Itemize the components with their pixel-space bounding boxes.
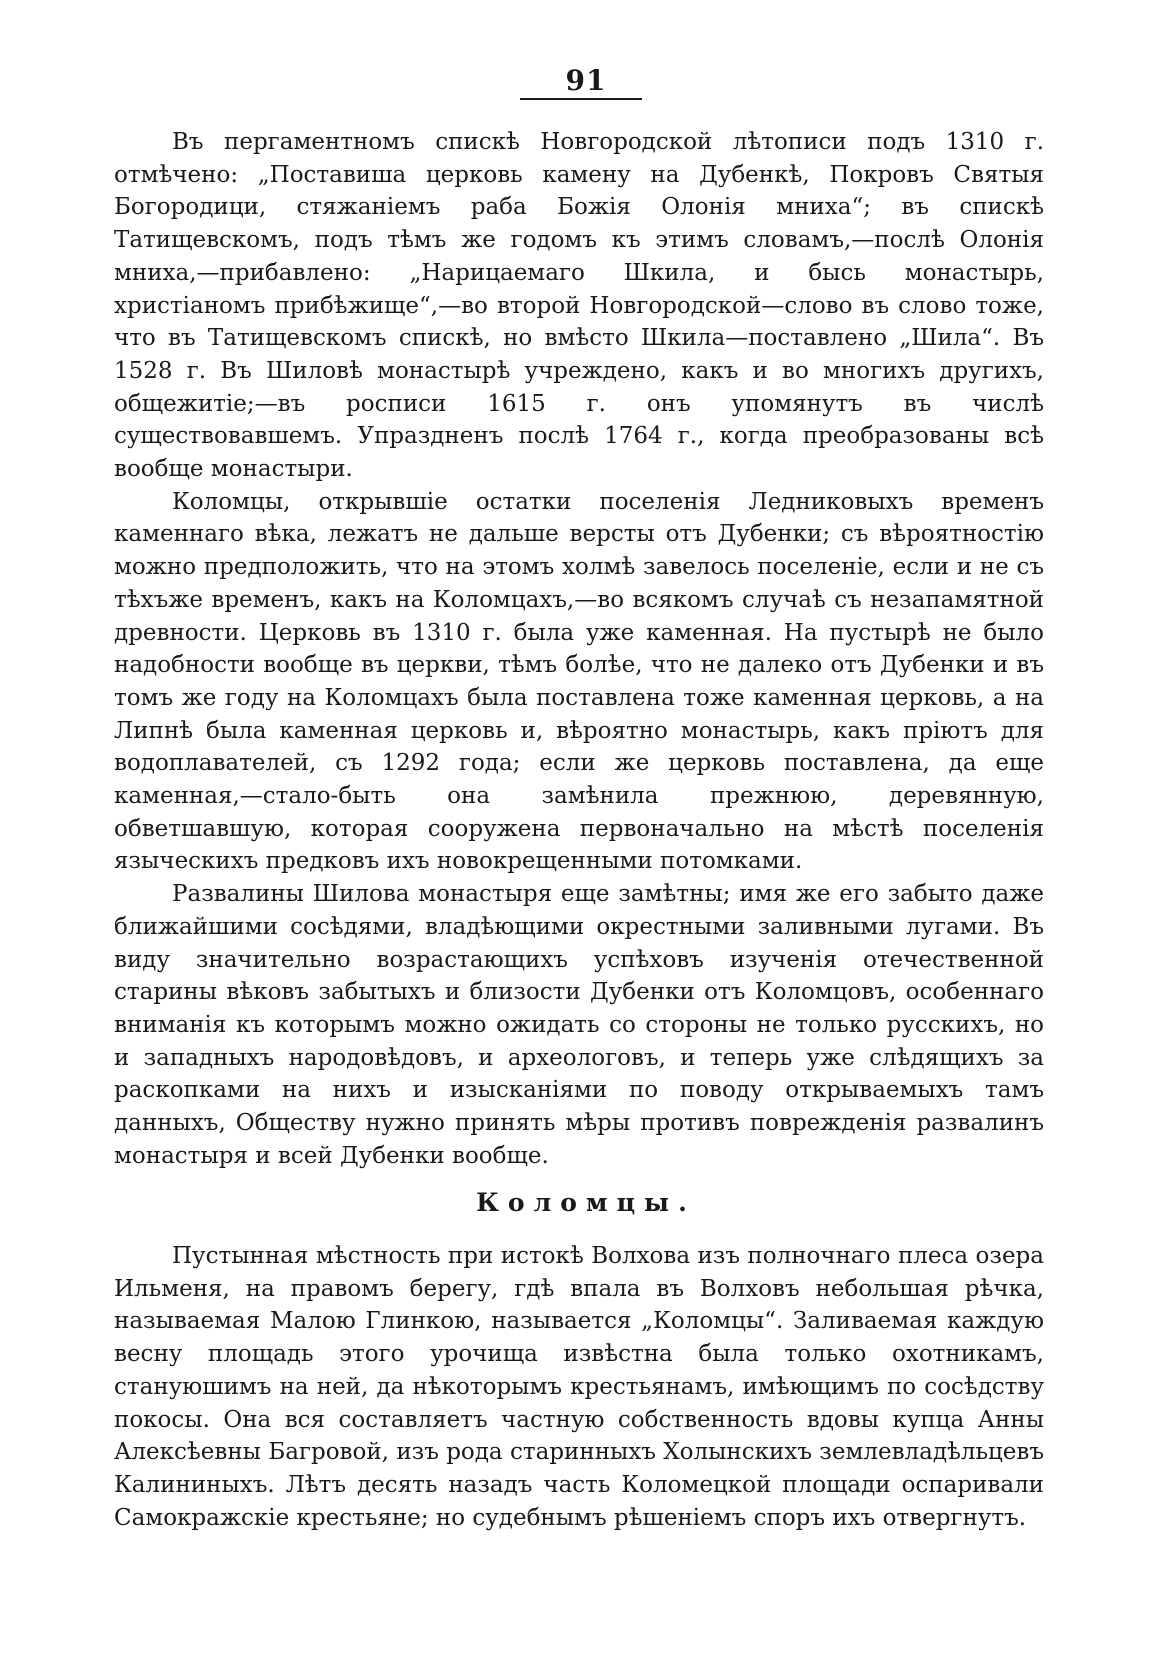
page-number: 91 [565, 64, 607, 97]
paragraph: Пустынная мѣстность при истокѣ Волхова изъ полночнаго плеса озера Ильменя, на правомъ берегу, гдѣ впала въ Волховъ небольшая рѣчка, называемая Малою Глинкою, называется „Коломцы“. Заливаемая каждую весну площадь этого урочища извѣстна была только охотникамъ, стануюшимъ на ней, да нѣкоторымъ крестьянамъ, имѣющимъ по сосѣдству покосы. Она вся составляетъ частную собственность вдовы купца Анны Алексѣевны Багровой, изъ рода старинныхъ Холынскихъ землевладѣльцевъ Калининыхъ. Лѣтъ десять назадъ часть Коломецкой площади оспаривали Самокражскіе крестьяне; но судебнымъ рѣшеніемъ споръ ихъ отвергнутъ. [114, 1243, 1044, 1531]
page-number-rule [520, 98, 642, 100]
paragraph: Развалины Шилова монастыря еще замѣтны; имя же его забыто даже ближайшими сосѣдями, владѣющими окрестными заливными лугами. Въ виду значительно возрастающихъ успѣховъ изученія отечественной старины вѣковъ забытыхъ и близости Дубенки отъ Коломцовъ, особеннаго вниманія къ которымъ можно ожидать со стороны не только русскихъ, но и западныхъ народовѣдовъ, и археологовъ, и теперь уже слѣдящихъ за раскопками на нихъ и изысканіями по поводу открываемыхъ тамъ данныхъ, Обществу нужно принять мѣры противъ поврежденія развалинъ монастыря и всей Дубенки вообще. [114, 881, 1044, 1169]
body-text [114, 126, 1044, 1173]
section-body-text [114, 1240, 1044, 1534]
paragraph: Коломцы, открывшіе остатки поселенія Ледниковыхъ временъ каменнаго вѣка, лежатъ не дальше версты отъ Дубенки; съ вѣроятностію можно предположить, что на этомъ холмѣ завелось поселеніе, если и не съ тѣхъже временъ, какъ на Коломцахъ,—во всякомъ случаѣ съ незапамятной древности. Церковь въ 1310 г. была уже каменная. На пустырѣ не было надобности вообще въ церкви, тѣмъ болѣе, что не далеко отъ Дубенки и въ томъ же году на Коломцахъ была поставлена тоже каменная церковь, а на Липнѣ была каменная церковь и, вѣроятно монастырь, какъ пріютъ для водоплавателей, съ 1292 года; если же церковь поставлена, да еще каменная,—стало-быть она замѣнила прежнюю, деревянную, обветшавшую, которая сооружена первоначально на мѣстѣ поселенія языческихъ предковъ ихъ новокрещенными потомками. [114, 488, 1044, 875]
paragraph: Въ пергаментномъ спискѣ Новгородской лѣтописи подъ 1310 г. отмѣчено: „Поставиша церковь камену на Дубенкѣ, Покровъ Святыя Богородици, стяжаніемъ раба Божія Олонія мниха“; въ спискѣ Татищевскомъ, подъ тѣмъ же годомъ къ этимъ словамъ,—послѣ Олонія мниха,—прибавлено: „Нарицаемаго Шкила, и бысь монастырь, христіаномъ прибѣжище“,—во второй Новгородской—слово въ слово тоже, что въ Татищевскомъ спискѣ, но вмѣсто Шкила—поставлено „Шила“. Въ 1528 г. Въ Шиловѣ монастырѣ учреждено, какъ и во многихъ другихъ, общежитіе;—въ росписи 1615 г. онъ упомянутъ въ числѣ существовавшемъ. Упраздненъ послѣ 1764 г., когда преобразованы всѣ вообще монастыри. [114, 129, 1044, 483]
section-heading: Коломцы. [476, 1188, 696, 1217]
